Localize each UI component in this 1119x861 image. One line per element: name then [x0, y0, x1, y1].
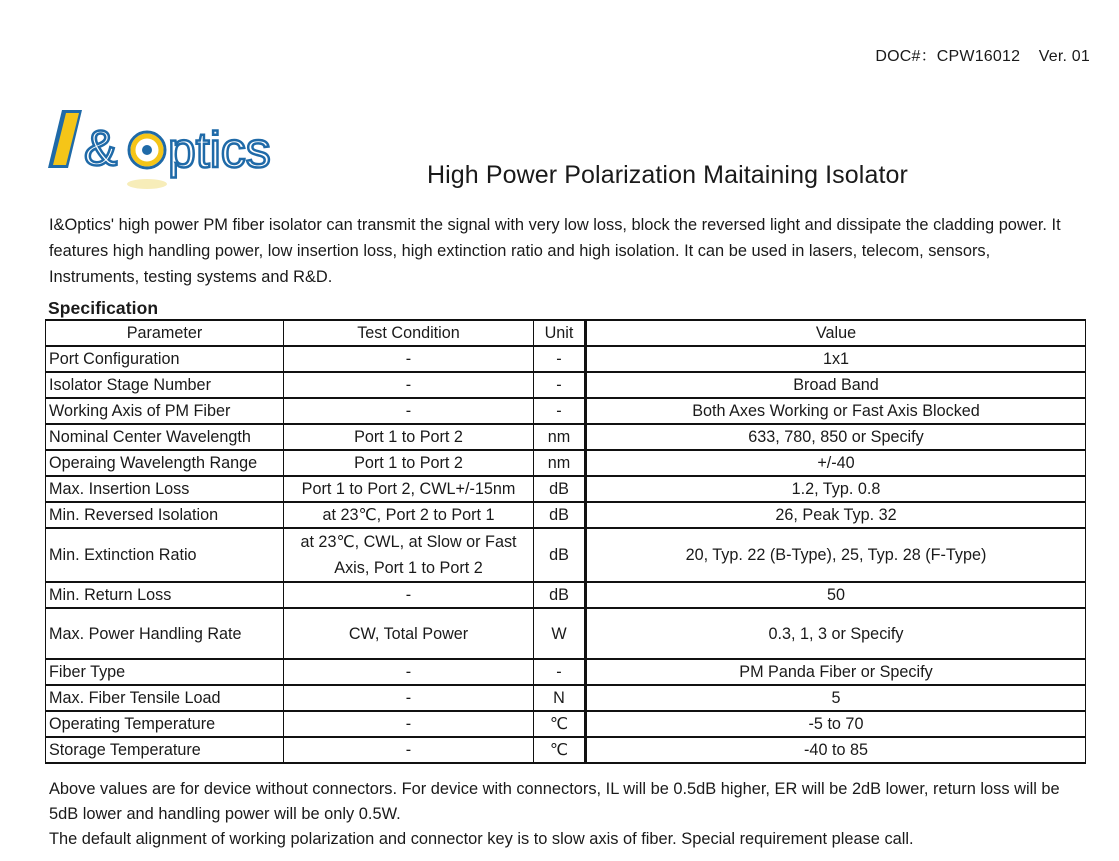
cell-value: -40 to 85	[586, 737, 1086, 763]
cell-value: +/-40	[586, 450, 1086, 476]
cell-parameter: Min. Extinction Ratio	[46, 528, 284, 582]
notes	[49, 777, 1089, 852]
table-row	[46, 608, 1086, 659]
cell-unit: ℃	[534, 737, 586, 763]
cell-unit: -	[534, 659, 586, 685]
cell-test-condition: -	[284, 659, 534, 685]
spec-heading: Specification	[48, 298, 159, 318]
cell-value: Both Axes Working or Fast Axis Blocked	[586, 398, 1086, 424]
table-row	[46, 659, 1086, 685]
spec-table	[45, 319, 1086, 764]
cell-value: 5	[586, 685, 1086, 711]
table-row	[46, 528, 1086, 582]
cell-unit: dB	[534, 582, 586, 608]
cell-test-condition: -	[284, 737, 534, 763]
cell-parameter: Isolator Stage Number	[46, 372, 284, 398]
table-row	[46, 711, 1086, 737]
cell-parameter: Fiber Type	[46, 659, 284, 685]
cell-test-condition: at 23℃, Port 2 to Port 1	[284, 502, 534, 528]
cell-unit: N	[534, 685, 586, 711]
table-header-row	[46, 320, 1086, 346]
cell-unit: -	[534, 398, 586, 424]
table-row	[46, 398, 1086, 424]
cell-parameter: Max. Fiber Tensile Load	[46, 685, 284, 711]
cell-test-condition: -	[284, 711, 534, 737]
header-unit: Unit	[534, 320, 586, 346]
cell-unit: ℃	[534, 711, 586, 737]
cell-value: PM Panda Fiber or Specify	[586, 659, 1086, 685]
cell-value: 0.3, 1, 3 or Specify	[586, 608, 1086, 659]
cell-parameter: Storage Temperature	[46, 737, 284, 763]
cell-unit: -	[534, 346, 586, 372]
table-row	[46, 372, 1086, 398]
cell-test-condition: -	[284, 372, 534, 398]
cell-value: 26, Peak Typ. 32	[586, 502, 1086, 528]
cell-test-condition: at 23℃, CWL, at Slow or Fast Axis, Port 1 to Port 2	[284, 528, 534, 582]
table-row	[46, 424, 1086, 450]
cell-unit: -	[534, 372, 586, 398]
table-row	[46, 476, 1086, 502]
cell-parameter: Max. Power Handling Rate	[46, 608, 284, 659]
cell-unit: dB	[534, 528, 586, 582]
cell-parameter: Min. Return Loss	[46, 582, 284, 608]
cell-value: 50	[586, 582, 1086, 608]
svg-text:&: &	[84, 120, 118, 176]
cell-test-condition: -	[284, 398, 534, 424]
cell-parameter: Min. Reversed Isolation	[46, 502, 284, 528]
cell-test-condition: Port 1 to Port 2, CWL+/-15nm	[284, 476, 534, 502]
header-parameter: Parameter	[46, 320, 284, 346]
intro-paragraph: I&Optics' high power PM fiber isolator can transmit the signal with very low loss, block the reversed light and dissipate the cladding power. It features high handling power, low insertion loss, high extinction ratio and high isolation. It can be used in lasers, telecom, sensors, Instruments, testing systems and R&D.	[49, 216, 1061, 286]
table-row	[46, 582, 1086, 608]
cell-unit: W	[534, 608, 586, 659]
cell-parameter: Max. Insertion Loss	[46, 476, 284, 502]
cell-parameter: Operating Temperature	[46, 711, 284, 737]
cell-test-condition: -	[284, 582, 534, 608]
cell-parameter: Operaing Wavelength Range	[46, 450, 284, 476]
cell-value: 1x1	[586, 346, 1086, 372]
cell-parameter: Port Configuration	[46, 346, 284, 372]
table-row	[46, 685, 1086, 711]
header-test-condition: Test Condition	[284, 320, 534, 346]
table-row	[46, 737, 1086, 763]
cell-value: 20, Typ. 22 (B-Type), 25, Typ. 28 (F-Type)	[586, 528, 1086, 582]
cell-parameter: Nominal Center Wavelength	[46, 424, 284, 450]
cell-value: Broad Band	[586, 372, 1086, 398]
note-alignment: The default alignment of working polarization and connector key is to slow axis of fiber. Special requirement please call.	[49, 830, 914, 848]
header-value: Value	[586, 320, 1086, 346]
page-title: High Power Polarization Maitaining Isolator	[427, 161, 908, 189]
cell-unit: dB	[534, 502, 586, 528]
svg-text:ptics: ptics	[168, 122, 271, 178]
table-row	[46, 450, 1086, 476]
document-number: DOC#：CPW16012 Ver. 01	[875, 48, 1090, 65]
cell-test-condition: -	[284, 685, 534, 711]
company-logo	[48, 104, 308, 194]
note-connectors: Above values are for device without connectors. For device with connectors, IL will be 0.5dB higher, ER will be 2dB lower, return loss will be 5dB lower and handling power will be only 0.5W.	[49, 780, 1060, 823]
cell-value: -5 to 70	[586, 711, 1086, 737]
cell-unit: nm	[534, 424, 586, 450]
i-and-optics-logo-graphic	[48, 104, 308, 194]
cell-test-condition: Port 1 to Port 2	[284, 450, 534, 476]
cell-unit: nm	[534, 450, 586, 476]
cell-value: 1.2, Typ. 0.8	[586, 476, 1086, 502]
cell-parameter: Working Axis of PM Fiber	[46, 398, 284, 424]
cell-value: 633, 780, 850 or Specify	[586, 424, 1086, 450]
cell-test-condition: Port 1 to Port 2	[284, 424, 534, 450]
cell-test-condition: CW, Total Power	[284, 608, 534, 659]
table-row	[46, 346, 1086, 372]
table-row	[46, 502, 1086, 528]
cell-test-condition: -	[284, 346, 534, 372]
cell-unit: dB	[534, 476, 586, 502]
